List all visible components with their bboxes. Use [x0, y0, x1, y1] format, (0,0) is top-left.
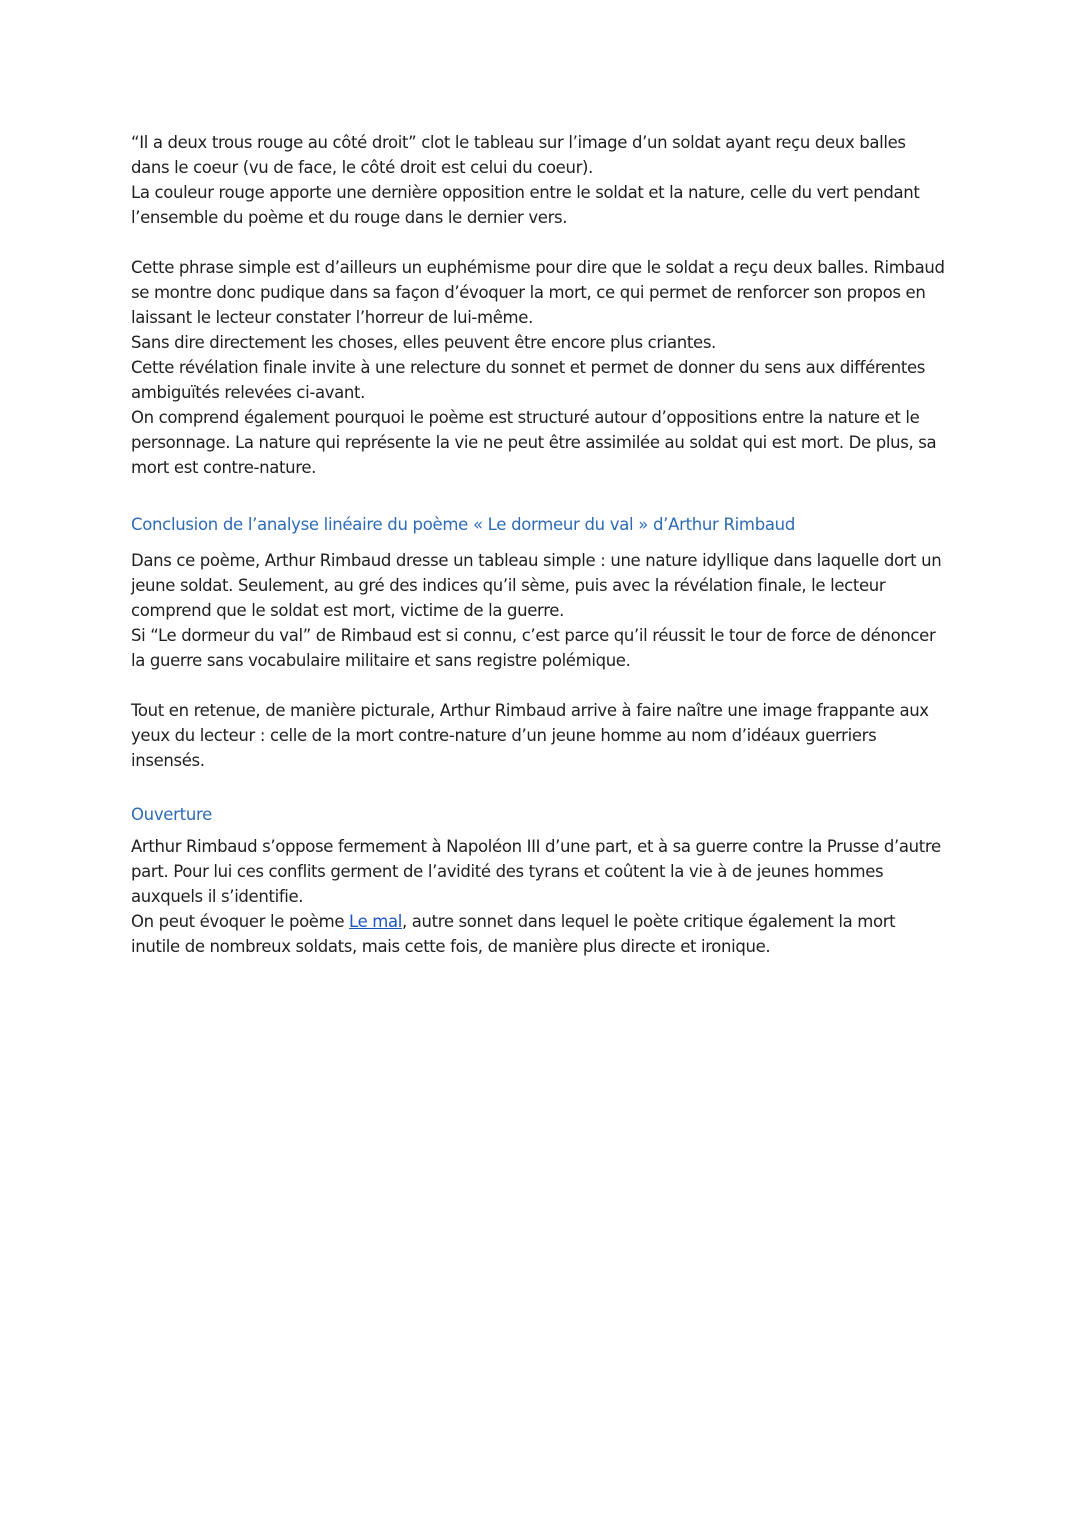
conclusion-paragraph-summary: Dans ce poème, Arthur Rimbaud dresse un tableau simple : une nature idyllique dans laquelle dort un jeune soldat. Seulement, au gré des indices qu’il sème, puis avec la révélation finale, le lecteur comprend que le soldat est mort, victime de la guerre. [131, 551, 942, 620]
document-page [131, 130, 946, 959]
analysis-paragraph-rereading: Cette révélation finale invite à une relecture du sonnet et permet de donner du sens aux différentes ambiguïtés relevées ci-avant. [131, 358, 926, 402]
conclusion-paragraph-fame: Si “Le dormeur du val” de Rimbaud est si connu, c’est parce qu’il réussit le tour de force de dénoncer la guerre sans vocabulaire militaire et sans registre polémique. [131, 626, 936, 670]
conclusion-paragraph-image: Tout en retenue, de manière picturale, Arthur Rimbaud arrive à faire naître une image frappante aux yeux du lecteur : celle de la mort contre-nature d’un jeune homme au nom d’idéaux guerriers insensés. [131, 701, 929, 770]
ouverture-heading: Ouverture [131, 805, 212, 824]
ouverture-text-before-link: On peut évoquer le poème [131, 912, 350, 931]
ouverture-text-after-link: , autre sonnet dans lequel le poète critique également la mort inutile de nombreux soldats, mais cette fois, de manière plus directe et ironique. [131, 912, 896, 956]
paragraph-spacer [131, 673, 946, 698]
ouverture-paragraph-napoleon: Arthur Rimbaud s’oppose fermement à Napoléon III d’une part, et à sa guerre contre la Prusse d’autre part. Pour lui ces conflits germent de l’avidité des tyrans et coûtent la vie à de jeunes hommes auxquels il s’identifie. [131, 837, 941, 906]
conclusion-heading: Conclusion de l’analyse linéaire du poème « Le dormeur du val » d’Arthur Rimbaud [131, 515, 796, 534]
analysis-paragraph-indirect: Sans dire directement les choses, elles peuvent être encore plus criantes. [131, 333, 716, 352]
analysis-paragraph-color-opposition: La couleur rouge apporte une dernière opposition entre le soldat et la nature, celle du vert pendant l’ensemble du poème et du rouge dans le dernier vers. [131, 183, 920, 227]
analysis-paragraph-red-wounds: “Il a deux trous rouge au côté droit” clot le tableau sur l’image d’un soldat ayant reçu deux balles dans le coeur (vu de face, le côté droit est celui du coeur). [131, 133, 906, 177]
le-mal-link[interactable]: Le mal [349, 912, 402, 931]
analysis-paragraph-oppositions: On comprend également pourquoi le poème est structuré autour d’oppositions entre la nature et le personnage. La nature qui représente la vie ne peut être assimilée au soldat qui est mort. De plus, sa mort est contre-nature. [131, 408, 937, 477]
paragraph-spacer [131, 230, 946, 255]
analysis-paragraph-euphemism: Cette phrase simple est d’ailleurs un euphémisme pour dire que le soldat a reçu deux balles. Rimbaud se montre donc pudique dans sa façon d’évoquer la mort, ce qui permet de renforcer son propos en laissant le lecteur constater l’horreur de lui-même. [131, 258, 945, 327]
ouverture-paragraph-le-mal [131, 909, 946, 959]
